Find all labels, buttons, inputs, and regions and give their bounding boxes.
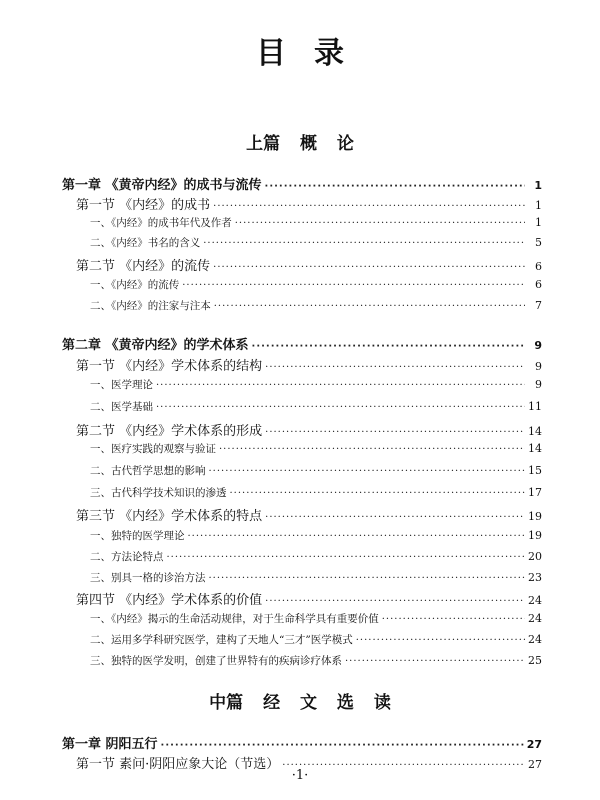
- toc-page-number: 9: [534, 339, 542, 352]
- toc-label: 第一节 《内经》学术体系的结构: [76, 359, 263, 374]
- toc-label: 第一节 素问·阴阳应象大论（节选）: [76, 757, 280, 772]
- toc-section-2-1[interactable]: [76, 355, 542, 374]
- toc-page-number: 6: [535, 278, 542, 291]
- toc-label: 第四节 《内经》学术体系的价值: [76, 593, 263, 608]
- part-heading-upper: 上篇 概 论: [246, 134, 354, 154]
- toc-page-number: 14: [528, 425, 542, 438]
- toc-item-2-1-1[interactable]: [90, 377, 542, 392]
- toc-label: 第二节 《内经》的流传: [76, 259, 211, 274]
- toc-item-2-3-3[interactable]: [90, 570, 542, 585]
- page-number-footer: ·1·: [291, 768, 309, 783]
- toc-section-1-1[interactable]: [76, 194, 542, 213]
- leader-dots: [203, 238, 525, 249]
- toc-chapter-1[interactable]: [62, 174, 542, 193]
- toc-section-2-4[interactable]: [76, 589, 542, 608]
- leader-dots: [182, 280, 525, 291]
- toc-page-number: 25: [528, 654, 542, 667]
- toc-item-1-1-1[interactable]: [90, 215, 542, 230]
- toc-item-1-2-2[interactable]: [90, 298, 542, 313]
- toc-page-number: 17: [528, 486, 542, 499]
- toc-item-2-4-3[interactable]: [90, 653, 542, 668]
- toc-label: 第二章 《黄帝内经》的学术体系: [62, 338, 249, 353]
- toc-item-2-2-3[interactable]: [90, 485, 542, 500]
- leader-dots: [213, 201, 525, 212]
- toc-page-number: 19: [528, 529, 542, 542]
- part-heading-middle: 中篇 经 文 选 读: [209, 693, 391, 713]
- toc-label: 一、医疗实践的观察与验证: [90, 443, 216, 455]
- leader-dots: [382, 614, 525, 625]
- leader-dots: [356, 635, 525, 646]
- toc-chapter-2[interactable]: [62, 334, 542, 353]
- toc-page-number: 6: [535, 260, 542, 273]
- leader-dots: [265, 512, 525, 523]
- leader-dots: [252, 341, 525, 352]
- toc-item-2-2-1[interactable]: [90, 441, 542, 456]
- toc-page-number: 24: [528, 633, 542, 646]
- toc-page-number: 9: [535, 378, 542, 391]
- toc-item-2-4-2[interactable]: [90, 632, 542, 647]
- toc-page-number: 27: [526, 738, 542, 751]
- toc-label: 二、古代哲学思想的影响: [90, 465, 206, 477]
- toc-label: 一、独特的医学理论: [90, 530, 185, 542]
- toc-item-1-1-2[interactable]: [90, 235, 542, 250]
- leader-dots: [230, 488, 526, 499]
- leader-dots: [156, 402, 525, 413]
- toc-page-number: 5: [535, 236, 542, 249]
- toc-page-number: 15: [528, 464, 542, 477]
- toc-chapter-3[interactable]: [62, 733, 542, 752]
- toc-page-number: 23: [528, 571, 542, 584]
- toc-label: 第三节 《内经》学术体系的特点: [76, 509, 263, 524]
- toc-page-number: 9: [535, 360, 542, 373]
- leader-dots: [161, 740, 524, 751]
- leader-dots: [213, 262, 525, 273]
- toc-page-number: 27: [528, 758, 542, 771]
- toc-page-number: 20: [528, 550, 542, 563]
- toc-item-1-2-1[interactable]: [90, 277, 542, 292]
- leader-dots: [265, 596, 525, 607]
- toc-page-number: 1: [535, 199, 542, 212]
- toc-page-number: 24: [528, 594, 542, 607]
- toc-label: 一、《内经》揭示的生命活动规律，对于生命科学具有重要价值: [90, 613, 379, 625]
- toc-label: 三、别具一格的诊治方法: [90, 572, 206, 584]
- toc-label: 三、独特的医学发明，创建了世界特有的疾病诊疗体系: [90, 655, 342, 667]
- toc-label: 二、医学基础: [90, 401, 153, 413]
- leader-dots: [345, 656, 525, 667]
- leader-dots: [209, 466, 526, 477]
- toc-page-number: 1: [535, 216, 542, 229]
- toc-label: 第二节 《内经》学术体系的形成: [76, 424, 263, 439]
- leader-dots: [156, 380, 525, 391]
- toc-label: 第一章 《黄帝内经》的成书与流传: [62, 178, 262, 193]
- toc-label: 二、方法论特点: [90, 551, 164, 563]
- leader-dots: [209, 573, 526, 584]
- leader-dots: [167, 552, 526, 563]
- toc-item-2-4-1[interactable]: [90, 611, 542, 626]
- toc-item-2-3-2[interactable]: [90, 549, 542, 564]
- toc-section-2-2[interactable]: [76, 420, 542, 439]
- leader-dots: [188, 531, 526, 542]
- leader-dots: [265, 427, 525, 438]
- leader-dots: [235, 218, 525, 229]
- toc-page-number: 14: [528, 442, 542, 455]
- leader-dots: [219, 444, 525, 455]
- toc-label: 三、古代科学技术知识的渗透: [90, 487, 227, 499]
- toc-section-2-3[interactable]: [76, 505, 542, 524]
- page-title: 目录: [256, 36, 372, 71]
- toc-item-2-2-2[interactable]: [90, 463, 542, 478]
- toc-label: 二、运用多学科研究医学，建构了天地人“三才”医学模式: [90, 634, 353, 646]
- leader-dots: [214, 301, 525, 312]
- toc-label: 第一节 《内经》的成书: [76, 198, 211, 213]
- toc-label: 一、医学理论: [90, 379, 153, 391]
- leader-dots: [265, 362, 525, 373]
- toc-page-number: 19: [528, 510, 542, 523]
- toc-label: 一、《内经》的流传: [90, 279, 180, 291]
- toc-page-number: 1: [534, 179, 542, 192]
- toc-page-number: 7: [535, 299, 542, 312]
- toc-label: 二、《内经》书名的含义: [90, 237, 201, 249]
- toc-item-2-1-2[interactable]: [90, 399, 542, 414]
- toc-page-number: 11: [528, 400, 542, 413]
- toc-label: 二、《内经》的注家与注本: [90, 300, 211, 312]
- leader-dots: [265, 181, 525, 192]
- toc-label: 一、《内经》的成书年代及作者: [90, 217, 232, 229]
- toc-item-2-3-1[interactable]: [90, 528, 542, 543]
- toc-section-1-2[interactable]: [76, 255, 542, 274]
- toc-label: 第一章 阴阳五行: [62, 737, 158, 752]
- toc-page-number: 24: [528, 612, 542, 625]
